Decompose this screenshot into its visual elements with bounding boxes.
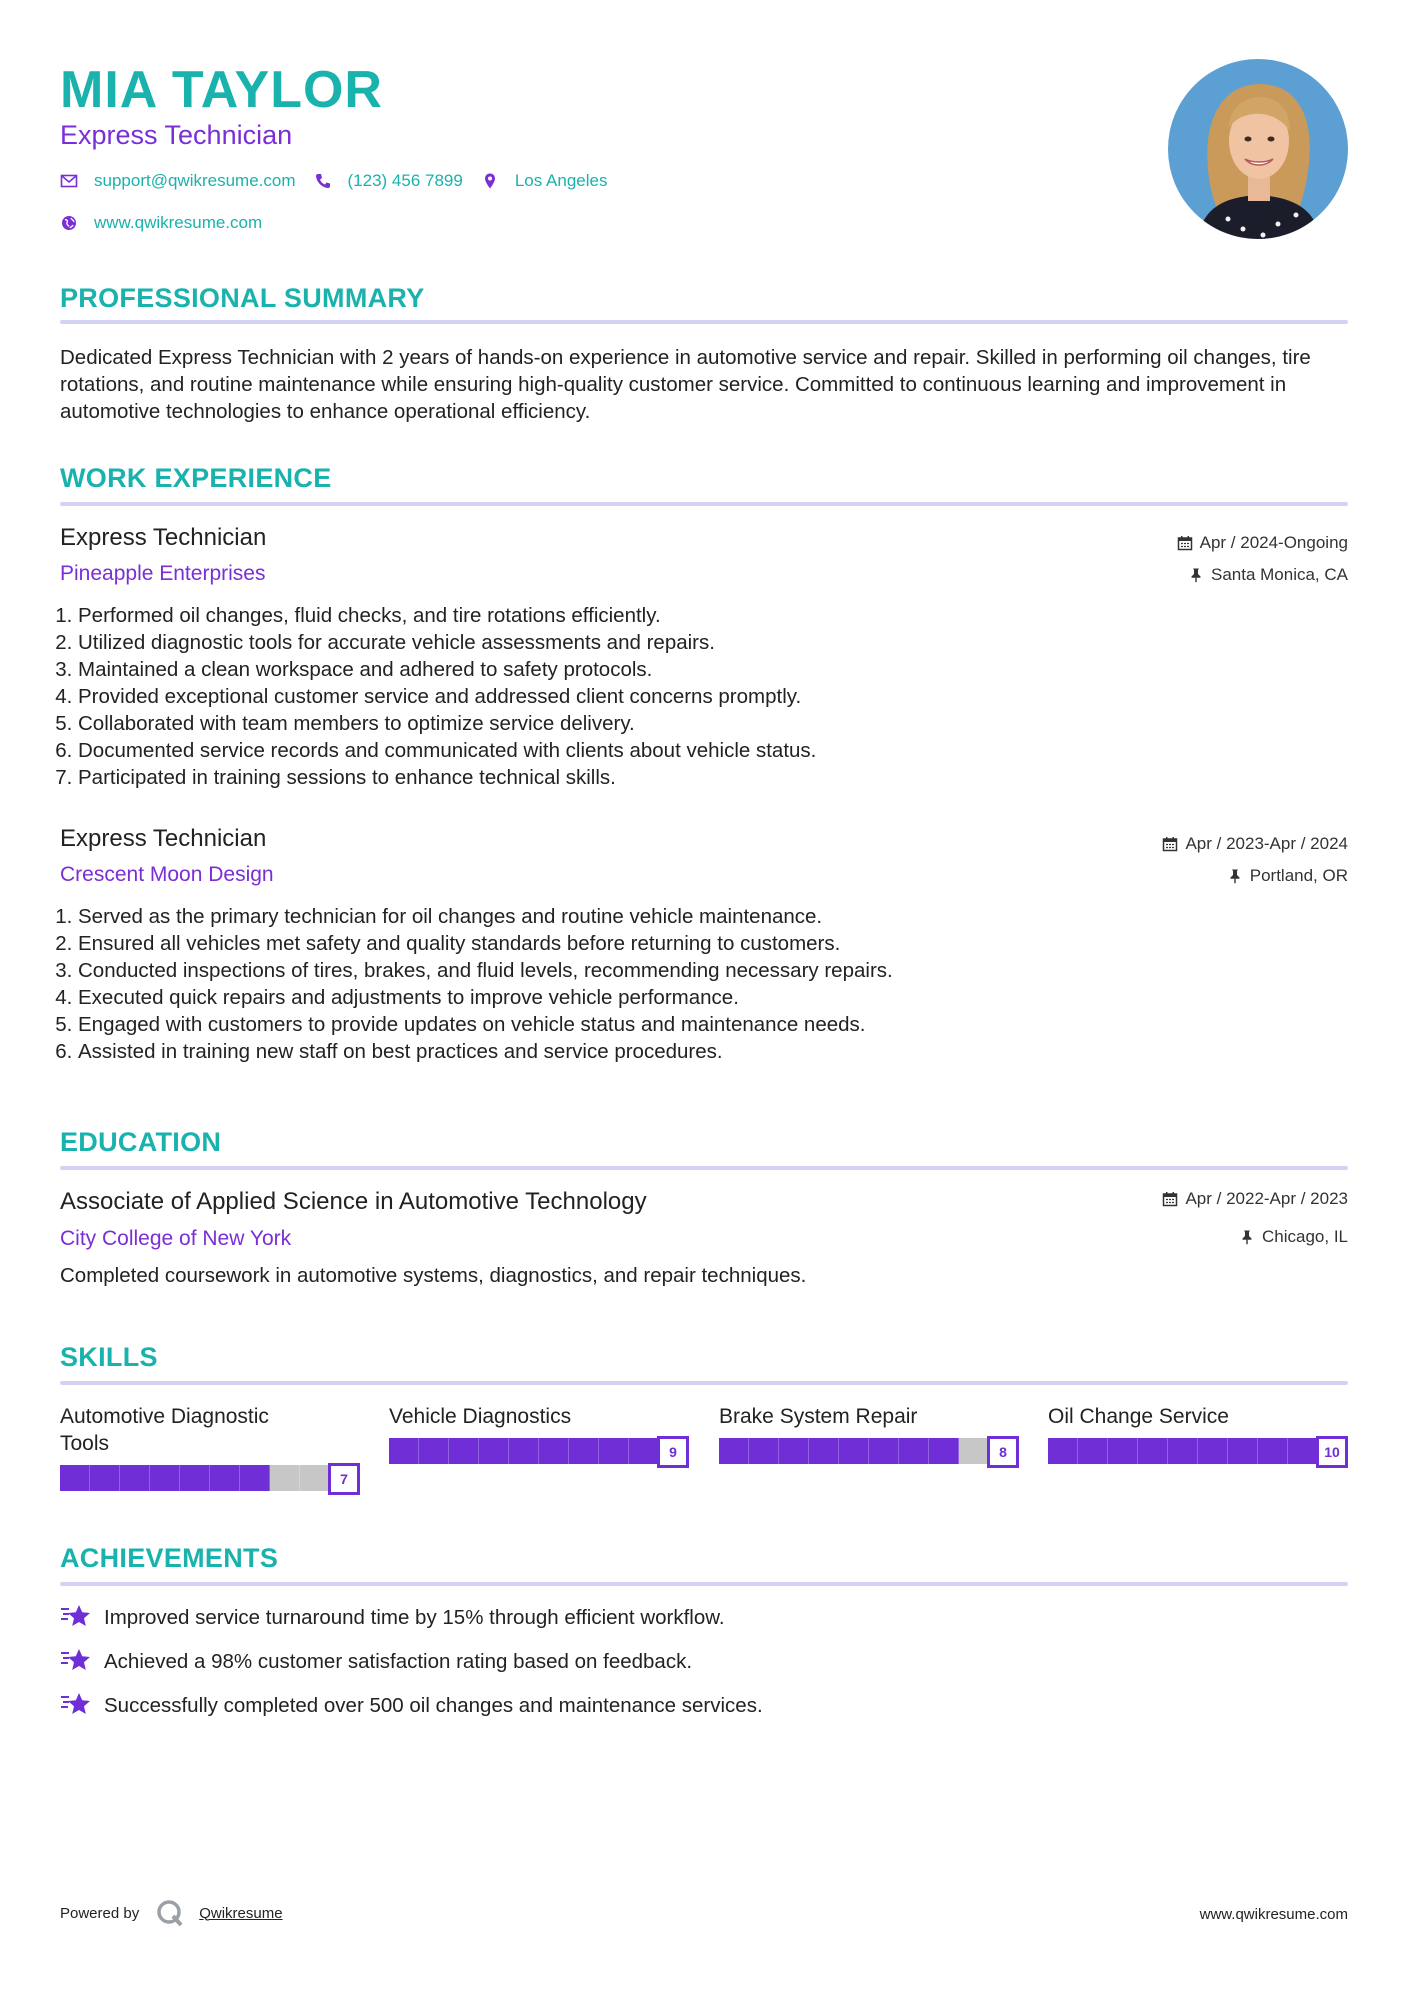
achievement-item (60, 1603, 725, 1631)
skill-bar-segment (1228, 1438, 1258, 1464)
skill-bar-segment (240, 1465, 270, 1491)
education-heading: EDUCATION (60, 1127, 222, 1157)
education-dates-text: Apr / 2022-Apr / 2023 (1185, 1189, 1348, 1208)
email-text: support@qwikresume.com (94, 171, 296, 190)
summary-divider (60, 320, 1348, 324)
skill-score: 7 (328, 1463, 360, 1495)
education-divider (60, 1166, 1348, 1170)
skill-score: 9 (657, 1436, 689, 1468)
skill-score: 10 (1316, 1436, 1348, 1468)
job-2-dates-text: Apr / 2023-Apr / 2024 (1185, 834, 1348, 853)
skill-bar-segment (389, 1438, 419, 1464)
skill-bar-segment (270, 1465, 300, 1491)
job-1-bullets (58, 602, 1278, 791)
skill-bar-segment (1168, 1438, 1198, 1464)
location-text: Los Angeles (514, 171, 608, 190)
skill-automotive-diagnostic-tools (60, 1403, 360, 1493)
list-item: 4. Provided exceptional customer service and addressed client concerns promptly. (78, 683, 1278, 710)
skill-bar-segment (779, 1438, 809, 1464)
skill-bar-segment (1258, 1438, 1288, 1464)
website-text: www.qwikresume.com (94, 213, 263, 232)
education-location (1239, 1226, 1348, 1248)
job-1-location-text: Santa Monica, CA (1210, 565, 1348, 584)
contact-email[interactable] (60, 170, 296, 192)
envelope-icon (60, 172, 78, 190)
skill-bar-track (60, 1465, 360, 1491)
candidate-name: MIA TAYLOR (60, 61, 383, 119)
summary-heading: PROFESSIONAL SUMMARY (60, 283, 425, 313)
skill-bar (1048, 1436, 1348, 1466)
achievement-item (60, 1647, 692, 1675)
calendar-icon (1162, 1191, 1178, 1207)
education-school: City College of New York (60, 1227, 292, 1250)
star-award-icon (60, 1603, 92, 1631)
list-item: 2. Ensured all vehicles met safety and quality standards before returning to customers. (78, 930, 1278, 957)
list-item: 5. Engaged with customers to provide updates on vehicle status and maintenance needs. (78, 1011, 1278, 1038)
phone-text: (123) 456 7899 (347, 171, 463, 190)
skill-name: Automotive Diagnostic Tools (60, 1405, 269, 1455)
map-pin-icon (481, 172, 499, 190)
education-degree: Associate of Applied Science in Automotive Technology (60, 1188, 647, 1215)
calendar-icon (1177, 535, 1193, 551)
job-1-dates (1177, 532, 1348, 554)
list-item: 7. Participated in training sessions to enhance technical skills. (78, 764, 1278, 791)
globe-icon (60, 214, 78, 232)
contact-website[interactable] (60, 212, 262, 234)
skill-bar-segment (479, 1438, 509, 1464)
experience-divider (60, 502, 1348, 506)
job-2-location-text: Portland, OR (1249, 866, 1348, 885)
footer-website[interactable]: www.qwikresume.com (1199, 1906, 1348, 1923)
calendar-icon (1162, 836, 1178, 852)
skill-bar-segment (419, 1438, 449, 1464)
skill-bar-segment (60, 1465, 90, 1491)
star-award-icon (60, 1647, 92, 1675)
qwikresume-logo-icon (155, 1898, 185, 1928)
job-1-dates-text: Apr / 2024-Ongoing (1199, 533, 1348, 552)
skill-name: Brake System Repair (719, 1405, 918, 1428)
footer-powered-by (60, 1898, 283, 1928)
skill-bar-segment (839, 1438, 869, 1464)
skill-bar-segment (509, 1438, 539, 1464)
skill-bar-segment (210, 1465, 240, 1491)
skill-bar-segment (180, 1465, 210, 1491)
profile-photo (1168, 59, 1348, 239)
skill-bar (389, 1436, 689, 1466)
achievement-text: Successfully completed over 500 oil changes and maintenance services. (104, 1693, 763, 1717)
list-item: 2. Utilized diagnostic tools for accurate vehicle assessments and repairs. (78, 629, 1278, 656)
list-item: 1. Served as the primary technician for oil changes and routine vehicle maintenance. (78, 903, 1278, 930)
summary-text: Dedicated Express Technician with 2 years of hands-on experience in automotive service and repair. Skilled in performing oil changes, tire rotations, and routine maintenance while ensuring high-quality customer service. Committed to continuous learning and improvement in automotive technologies to enhance operational efficiency. (60, 346, 1311, 423)
pushpin-icon (1188, 567, 1204, 583)
skill-bar-segment (629, 1438, 659, 1464)
list-item: 3. Maintained a clean workspace and adhered to safety protocols. (78, 656, 1278, 683)
list-item: 4. Executed quick repairs and adjustments to improve vehicle performance. (78, 984, 1278, 1011)
list-item: 5. Collaborated with team members to optimize service delivery. (78, 710, 1278, 737)
experience-heading: WORK EXPERIENCE (60, 463, 332, 493)
education-dates (1162, 1188, 1348, 1210)
job-1-title: Express Technician (60, 524, 267, 551)
job-2-title: Express Technician (60, 825, 267, 852)
skill-bar (60, 1463, 360, 1493)
skill-oil-change-service (1048, 1403, 1348, 1466)
job-2-dates (1162, 833, 1348, 855)
skill-bar-segment (599, 1438, 629, 1464)
job-2-company: Crescent Moon Design (60, 863, 274, 886)
job-1-company: Pineapple Enterprises (60, 562, 266, 585)
skill-bar-segment (150, 1465, 180, 1491)
skill-bar-segment (959, 1438, 989, 1464)
skill-bar-segment (1048, 1438, 1078, 1464)
skill-bar-segment (1138, 1438, 1168, 1464)
skill-bar-segment (719, 1438, 749, 1464)
job-1-location (1188, 564, 1348, 586)
powered-by-label: Powered by (60, 1904, 140, 1922)
skill-bar-segment (899, 1438, 929, 1464)
list-item: 1. Performed oil changes, fluid checks, and tire rotations efficiently. (78, 602, 1278, 629)
skill-bar-track (1048, 1438, 1348, 1464)
candidate-role: Express Technician (60, 120, 293, 150)
contact-location (481, 170, 608, 192)
education-location-text: Chicago, IL (1262, 1227, 1348, 1246)
skills-divider (60, 1381, 1348, 1385)
star-award-icon (60, 1691, 92, 1719)
skill-bar-segment (1108, 1438, 1138, 1464)
skill-brake-system-repair (719, 1403, 1019, 1466)
skill-bar-segment (749, 1438, 779, 1464)
list-item: 6. Assisted in training new staff on best practices and service procedures. (78, 1038, 1278, 1065)
skill-bar-segment (1288, 1438, 1318, 1464)
skill-bar-segment (809, 1438, 839, 1464)
skill-bar (719, 1436, 1019, 1466)
education-description: Completed coursework in automotive systems, diagnostics, and repair techniques. (60, 1264, 807, 1287)
skill-vehicle-diagnostics (389, 1403, 689, 1466)
avatar-portrait (1168, 59, 1348, 239)
skill-bar-segment (300, 1465, 330, 1491)
achievement-text: Improved service turnaround time by 15% through efficient workflow. (104, 1605, 725, 1629)
skill-bar-segment (569, 1438, 599, 1464)
list-item: 3. Conducted inspections of tires, brakes, and fluid levels, recommending necessary repairs. (78, 957, 1278, 984)
skill-bar-segment (1078, 1438, 1108, 1464)
contact-phone[interactable] (314, 170, 463, 192)
skill-score: 8 (987, 1436, 1019, 1468)
achievement-item (60, 1691, 763, 1719)
skill-bar-track (719, 1438, 1019, 1464)
skill-bar-segment (1198, 1438, 1228, 1464)
phone-icon (314, 172, 332, 190)
skill-bar-segment (449, 1438, 479, 1464)
skill-bar-segment (869, 1438, 899, 1464)
job-2-bullets (58, 903, 1278, 1065)
qwikresume-link[interactable]: Qwikresume (199, 1904, 283, 1922)
list-item: 6. Documented service records and communicated with clients about vehicle status. (78, 737, 1278, 764)
contact-row-1 (60, 170, 625, 192)
skill-bar-segment (929, 1438, 959, 1464)
achievements-divider (60, 1582, 1348, 1586)
skills-heading: SKILLS (60, 1342, 158, 1372)
skill-bar-segment (90, 1465, 120, 1491)
skill-name: Vehicle Diagnostics (389, 1405, 572, 1428)
job-2-location (1227, 865, 1348, 887)
contact-row-2 (60, 212, 280, 234)
pushpin-icon (1239, 1229, 1255, 1245)
skill-bar-segment (120, 1465, 150, 1491)
skill-bar-segment (539, 1438, 569, 1464)
pushpin-icon (1227, 868, 1243, 884)
achievement-text: Achieved a 98% customer satisfaction rating based on feedback. (104, 1649, 693, 1673)
skill-bar-track (389, 1438, 689, 1464)
skill-name: Oil Change Service (1048, 1405, 1229, 1428)
achievements-heading: ACHIEVEMENTS (60, 1543, 279, 1573)
